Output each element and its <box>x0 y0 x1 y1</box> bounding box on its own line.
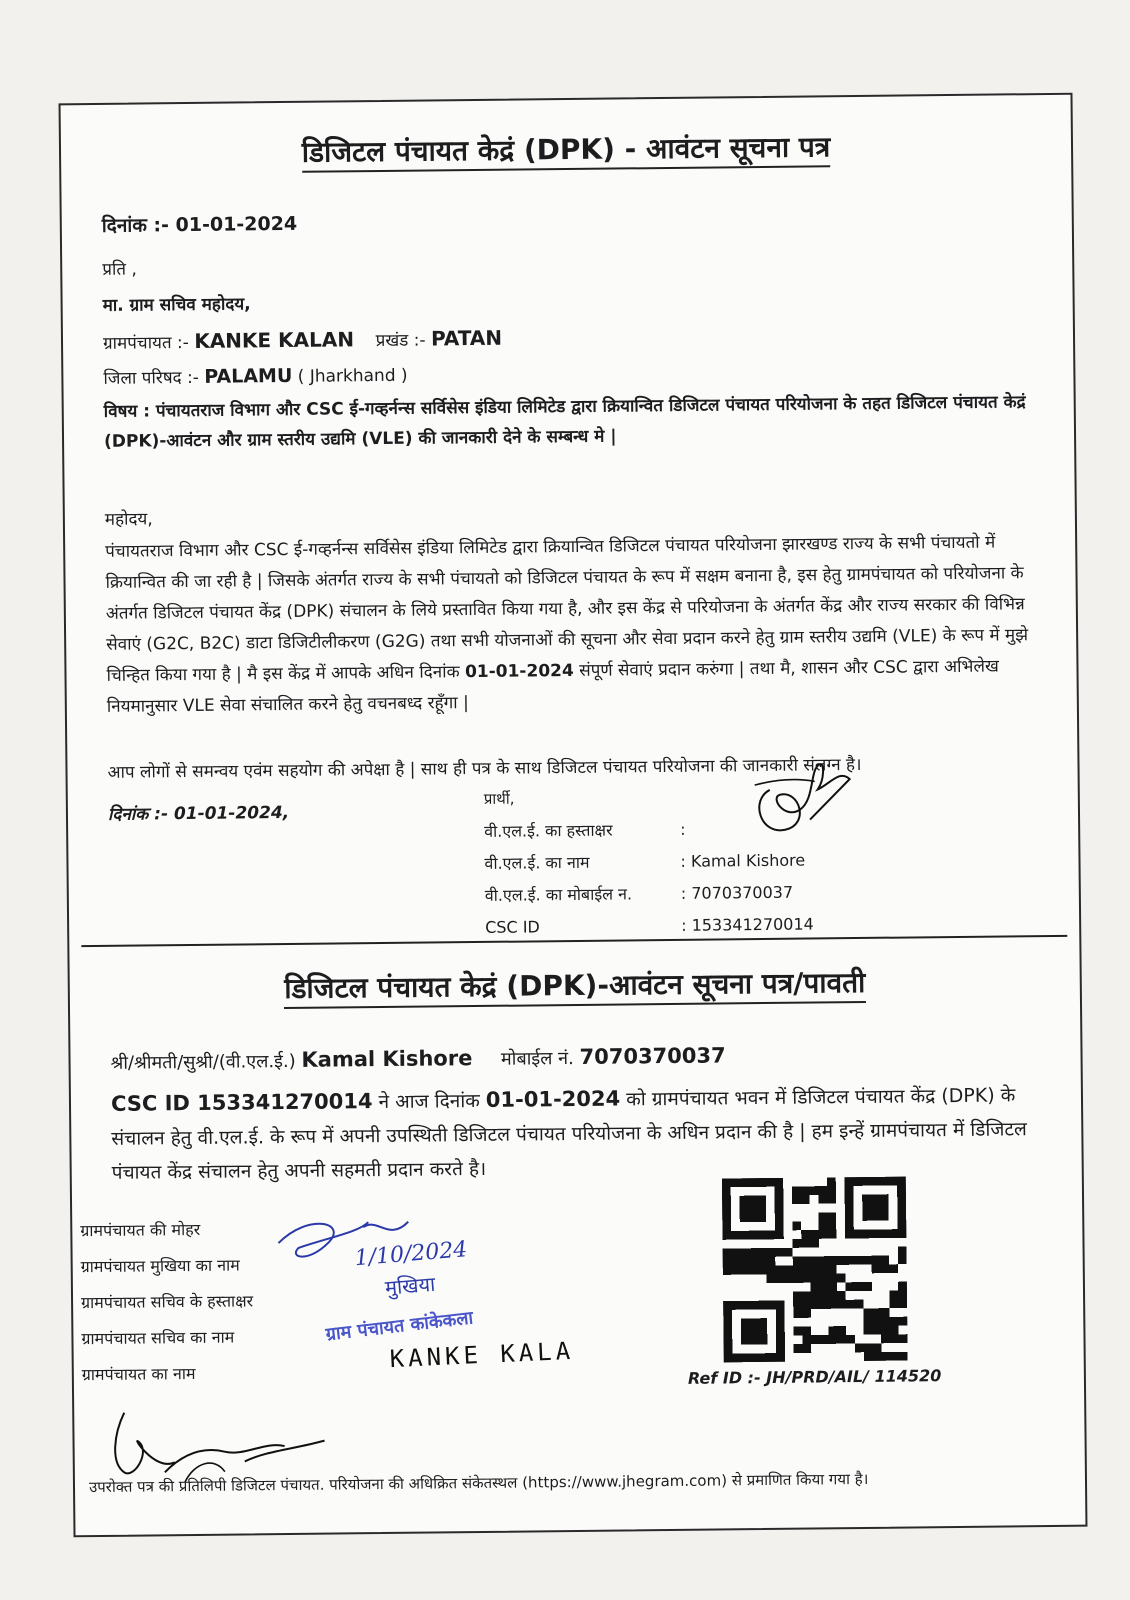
receipt-text-1: ने आज दिनांक <box>378 1089 480 1114</box>
vle-row-label: वी.एल.ई. का मोबाईल न. <box>484 884 633 905</box>
gp-field-list <box>80 1211 254 1393</box>
gp-label: ग्रामपंचायत :- <box>102 332 189 354</box>
prarthi: प्रार्थी, <box>483 789 515 808</box>
handwritten-annotations <box>268 1200 590 1373</box>
vle-row-value: : <box>680 819 686 839</box>
gp-field-label: ग्रामपंचायत सचिव के हस्ताक्षर <box>80 1291 254 1313</box>
body-date: 01-01-2024 <box>464 660 574 683</box>
body-text-2: संपूर्ण सेवाएं प्रदान करुंगा | तथा मै, शासन और CSC द्वारा अभिलेख नियमानुसार VLE सेवा संचालित करने हेतु वचनबध्द रहूँगा | <box>106 656 999 717</box>
gp-field-label: ग्रामपंचायत सचिव का नाम <box>81 1327 235 1349</box>
mobile-label: मोबाईल नं. <box>500 1048 574 1070</box>
vle-row-label: CSC ID <box>485 916 540 937</box>
letter-body <box>105 527 1043 723</box>
block-value: PATAN <box>430 325 503 351</box>
gp-block-line <box>103 319 1039 357</box>
vle-row-value: : 7070370037 <box>680 882 794 903</box>
vle-row-label: वी.एल.ई. का नाम <box>484 852 590 873</box>
body-text-1: पंचायतराज विभाग और CSC ई-गव्हर्नन्स सर्विसेस इंडिया लिमिटेड द्वारा क्रियान्वित डिजिटल पंचायत परियोजना झारखण्ड राज्य के सभी पंचायतो में क्रियान्वित की जा रही है | जिसके अंतर्गत राज्य के सभी पंचायतो को डिजिटल पंचायत के रूप में सक्षम बनाना है, इस हेतु ग्रामपंचायत को परियोजना के अंतर्गत डिजिटल पंचायत केंद्र (DPK) संचालन के लिये प्रस्तावित किया गया है, और इस केंद्र से परियोजना के अंतर्गत केंद्र और राज्य सरकार की विभिन्न सेवाएं (G2C, B2C) डाटा डिजिटीलीकरण (G2G) तथा सभी योजनाओं की सूचना और सेवा प्रदान करने हेतु ग्राम स्तरीय उद्यमि (VLE) के रूप में मुझे चिन्हित किया गया है | मै इस केंद्र में आपके अधिन दिनांक <box>105 532 1029 686</box>
addressee: मा. ग्राम सचिव महोदय, <box>102 294 251 316</box>
handwritten-mukhiya: मुखिया <box>384 1271 437 1300</box>
gp-field-label: ग्रामपंचायत का नाम <box>81 1363 196 1385</box>
expectation-line: आप लोगों से समन्वय एवंम सहयोग की अपेक्षा है | साथ ही पत्र के साथ डिजिटल पंचायत परियोजना की जानकारी संलग्न है। <box>107 754 862 783</box>
ref-id: Ref ID :- JH/PRD/AIL/ 114520 <box>687 1366 942 1388</box>
receipt-prefix: श्री/श्रीमती/सुश्री/(वी.एल.ई.) <box>110 1050 296 1074</box>
vle-row-value: : Kamal Kishore <box>680 850 806 871</box>
subject: विषय : पंचायतराज विभाग और CSC ई-गव्हर्नन्स सर्विसेस इंडिया लिमिटेड द्वारा क्रियान्वित डिजिटल पंचायत परियोजना के तहत डिजिटल पंचायत केद्रं (DPK)-आवंटन और ग्राम स्तरीय उद्यमि (VLE) की जानकारी देने के सम्बन्ध मे | <box>103 392 1026 452</box>
vle-signature <box>739 749 860 850</box>
vle-row-label: वी.एल.ई. का हस्ताक्षर <box>484 820 613 841</box>
receipt-paragraph <box>111 1077 1048 1190</box>
handwritten-date: 1/10/2024 <box>353 1237 469 1272</box>
block-label: प्रखंड :- <box>375 330 426 352</box>
district-line <box>103 355 1039 392</box>
salutation: महोदय, <box>104 509 153 530</box>
state: ( Jharkhand ) <box>297 365 408 387</box>
letter-date-2: दिनांक :- 01-01-2024, <box>107 802 290 825</box>
receipt-title: डिजिटल पंचायत केद्रं (DPK)-आवंटन सूचना पत्र/पावती <box>70 961 1080 1010</box>
receipt-date: 01-01-2024 <box>485 1086 621 1112</box>
district-value: PALAMU <box>204 364 293 388</box>
gp-stamp: ग्राम पंचायत कांकेकला <box>324 1307 475 1346</box>
footer-note: उपरोक्त पत्र की प्रतिलिपी डिजिटल पंचायत. परियोजना की अधिक्रित संकेतस्थल (https://www.jhegram.com) से प्रमाणित किया गया है। <box>88 1469 869 1497</box>
receipt-name-line <box>110 1039 1046 1077</box>
letter-title: डिजिटल पंचायत केद्रं (DPK) - आवंटन सूचना पत्र <box>61 125 1071 174</box>
qr-code <box>722 1177 908 1363</box>
gp-field-label: ग्रामपंचायत मुखिया का नाम <box>80 1255 240 1277</box>
receipt-vle-name: Kamal Kishore <box>301 1046 473 1072</box>
district-label: जिला परिषद :- <box>103 367 199 389</box>
vle-row-value: : 153341270014 <box>681 913 814 935</box>
letter-date: दिनांक :- 01-01-2024 <box>101 212 298 237</box>
receipt-text-2: को ग्रामपंचायत भवन में डिजिटल पंचायत केंद्र (DPK) के संचालन हेतु वी.एल.ई. के रूप में अपनी उपस्थिती डिजिटल पंचायत परियोजना के अधिन प्रदान की है | हम इन्हें ग्रामपंचायत में डिजिटल पंचायत केंद्र संचालन हेतु अपनी सहमती प्रदान करते है। <box>111 1084 1027 1184</box>
handwritten-gp-name: KANKE KALA <box>389 1336 575 1374</box>
gp-value: KANKE KALAN <box>194 327 355 353</box>
vle-row <box>485 875 865 911</box>
receipt-csc-id: CSC ID 153341270014 <box>110 1089 373 1116</box>
receipt-mobile: 7070370037 <box>579 1043 726 1069</box>
prati: प्रति , <box>102 259 137 280</box>
document-page <box>59 93 1088 1538</box>
gp-field-label: ग्रामपंचायत की मोहर <box>80 1219 201 1241</box>
